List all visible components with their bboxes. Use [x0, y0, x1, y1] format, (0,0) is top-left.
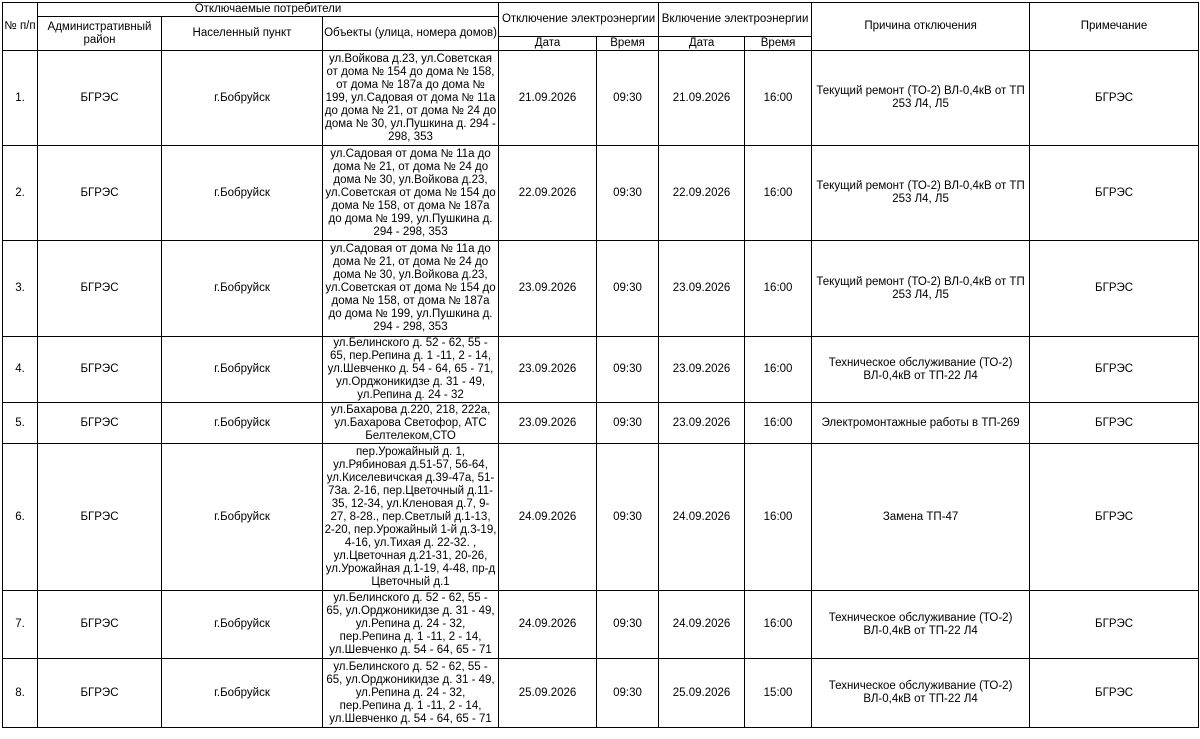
table-row — [3, 591, 1199, 659]
row-num: 7. — [3, 591, 38, 659]
row-reason: Текущий ремонт (ТО-2) ВЛ-0,4кВ от ТП 253 Л4, Л5 — [812, 241, 1030, 337]
row-off-date: 24.09.2026 — [499, 444, 597, 591]
row-num: 4. — [3, 337, 38, 403]
header-power-off: Отключение электроэнергии — [499, 3, 659, 37]
row-off-time: 09:30 — [597, 444, 659, 591]
table-row — [3, 659, 1199, 728]
header-on-time: Время — [745, 37, 812, 51]
row-on-date: 24.09.2026 — [659, 444, 745, 591]
row-objects: ул.Белинского д. 52 - 62, 55 - 65, ул.Орджоникидзе д. 31 - 49, ул.Репина д. 24 - 32, пер.Репина д. 1 -11, 2 - 14, ул.Шевченко д. 54 - 64, 65 - 71 — [323, 659, 499, 728]
row-off-time: 09:30 — [597, 403, 659, 444]
row-on-time: 16:00 — [745, 403, 812, 444]
header-off-date: Дата — [499, 37, 597, 51]
row-reason: Текущий ремонт (ТО-2) ВЛ-0,4кВ от ТП 253 Л4, Л5 — [812, 146, 1030, 241]
table-row — [3, 241, 1199, 337]
row-off-time: 09:30 — [597, 241, 659, 337]
row-off-date: 23.09.2026 — [499, 337, 597, 403]
row-reason: Техническое обслуживание (ТО-2) ВЛ-0,4кВ от ТП-22 Л4 — [812, 659, 1030, 728]
row-off-date: 22.09.2026 — [499, 146, 597, 241]
row-num: 2. — [3, 146, 38, 241]
row-settlement: г.Бобруйск — [162, 146, 323, 241]
row-settlement: г.Бобруйск — [162, 591, 323, 659]
row-off-time: 09:30 — [597, 659, 659, 728]
row-on-time: 16:00 — [745, 241, 812, 337]
row-on-date: 23.09.2026 — [659, 403, 745, 444]
row-note: БГРЭС — [1030, 337, 1199, 403]
row-objects: пер.Урожайный д. 1, ул.Рябиновая д.51-57, 56-64, ул.Киселевичская д.39-47а, 51-73а. 2-16, пер.Цветочный д.11-35, 12-34, ул.Кленовая д.7, 9-27, 8-28., пер.Светлый д.1-13, 2-20, пер.Урожайный 1-й д.3-19, 4-16, ул.Тихая д. 22-32. , ул.Цветочная д.21-31, 20-26, ул.Урожайная д.1-19, 4-48, пр-д Цветочный д.1 — [323, 444, 499, 591]
header-reason: Причина отключения — [812, 3, 1030, 51]
header-objects: Объекты (улица, номера домов) — [323, 17, 499, 51]
row-off-date: 25.09.2026 — [499, 659, 597, 728]
row-num: 8. — [3, 659, 38, 728]
row-settlement: г.Бобруйск — [162, 659, 323, 728]
row-on-date: 21.09.2026 — [659, 51, 745, 146]
row-num: 3. — [3, 241, 38, 337]
row-settlement: г.Бобруйск — [162, 337, 323, 403]
row-on-time: 16:00 — [745, 51, 812, 146]
row-on-time: 16:00 — [745, 444, 812, 591]
row-note: БГРЭС — [1030, 444, 1199, 591]
row-off-date: 21.09.2026 — [499, 51, 597, 146]
row-on-date: 23.09.2026 — [659, 241, 745, 337]
row-on-time: 15:00 — [745, 659, 812, 728]
row-num: 5. — [3, 403, 38, 444]
row-num: 1. — [3, 51, 38, 146]
row-objects: ул.Садовая от дома № 11а до дома № 21, от дома № 24 до дома № 30, ул.Войкова д.23, ул.Советская от дома № 154 до дома № 158, от дома № 187а до дома № 199, ул.Пушкина д. 294 - 298, 353 — [323, 146, 499, 241]
row-on-date: 22.09.2026 — [659, 146, 745, 241]
row-reason: Техническое обслуживание (ТО-2) ВЛ-0,4кВ от ТП-22 Л4 — [812, 591, 1030, 659]
table-row — [3, 337, 1199, 403]
row-settlement: г.Бобруйск — [162, 241, 323, 337]
row-off-time: 09:30 — [597, 591, 659, 659]
row-district: БГРЭС — [38, 659, 162, 728]
header-on-date: Дата — [659, 37, 745, 51]
header-off-time: Время — [597, 37, 659, 51]
header-note: Примечание — [1030, 3, 1199, 51]
table-row — [3, 146, 1199, 241]
row-off-date: 24.09.2026 — [499, 591, 597, 659]
row-objects: ул.Белинского д. 52 - 62, 55 - 65, ул.Орджоникидзе д. 31 - 49, ул.Репина д. 24 - 32, пер.Репина д. 1 -11, 2 - 14, ул.Шевченко д. 54 - 64, 65 - 71 — [323, 591, 499, 659]
row-district: БГРЭС — [38, 444, 162, 591]
row-off-time: 09:30 — [597, 337, 659, 403]
row-on-date: 25.09.2026 — [659, 659, 745, 728]
row-on-time: 16:00 — [745, 146, 812, 241]
header-settlement: Населенный пункт — [162, 17, 323, 51]
outage-schedule-table — [2, 2, 1199, 728]
row-note: БГРЭС — [1030, 591, 1199, 659]
row-objects: ул.Садовая от дома № 11а до дома № 21, от дома № 24 до дома № 30, ул.Войкова д.23, ул.Советская от дома № 154 до дома № 158, от дома № 187а до дома № 199, ул.Пушкина д. 294 - 298, 353 — [323, 241, 499, 337]
row-off-time: 09:30 — [597, 146, 659, 241]
row-district: БГРЭС — [38, 337, 162, 403]
row-district: БГРЭС — [38, 591, 162, 659]
row-note: БГРЭС — [1030, 659, 1199, 728]
row-note: БГРЭС — [1030, 241, 1199, 337]
header-power-on: Включение электроэнергии — [659, 3, 812, 37]
header-num: № п/п — [3, 3, 38, 51]
row-reason: Техническое обслуживание (ТО-2) ВЛ-0,4кВ от ТП-22 Л4 — [812, 337, 1030, 403]
row-on-date: 24.09.2026 — [659, 591, 745, 659]
row-reason: Текущий ремонт (ТО-2) ВЛ-0,4кВ от ТП 253 Л4, Л5 — [812, 51, 1030, 146]
row-on-date: 23.09.2026 — [659, 337, 745, 403]
row-district: БГРЭС — [38, 146, 162, 241]
header-consumers-group: Отключаемые потребители — [38, 3, 499, 17]
row-off-date: 23.09.2026 — [499, 241, 597, 337]
row-off-time: 09:30 — [597, 51, 659, 146]
row-objects: ул.Белинского д. 52 - 62, 55 - 65, пер.Репина д. 1 -11, 2 - 14, ул.Шевченко д. 54 - 64, 65 - 71, ул.Орджоникидзе д. 31 - 49, ул.Репина д. 24 - 32 — [323, 337, 499, 403]
header-admin-district: Административный район — [38, 17, 162, 51]
row-on-time: 16:00 — [745, 337, 812, 403]
row-reason: Электромонтажные работы в ТП-269 — [812, 403, 1030, 444]
row-settlement: г.Бобруйск — [162, 444, 323, 591]
row-settlement: г.Бобруйск — [162, 51, 323, 146]
row-off-date: 23.09.2026 — [499, 403, 597, 444]
row-note: БГРЭС — [1030, 146, 1199, 241]
row-note: БГРЭС — [1030, 403, 1199, 444]
row-settlement: г.Бобруйск — [162, 403, 323, 444]
row-objects: ул.Бахарова д.220, 218, 222а, ул.Бахарова Светофор, АТС Белтелеком,СТО — [323, 403, 499, 444]
row-num: 6. — [3, 444, 38, 591]
table-row — [3, 403, 1199, 444]
table-row — [3, 444, 1199, 591]
row-district: БГРЭС — [38, 51, 162, 146]
row-on-time: 16:00 — [745, 591, 812, 659]
row-objects: ул.Войкова д.23, ул.Советская от дома № 154 до дома № 158, от дома № 187а до дома № 199, ул.Садовая от дома № 11а до дома № 21, от дома № 24 до дома № 30, ул.Пушкина д. 294 - 298, 353 — [323, 51, 499, 146]
table-row — [3, 51, 1199, 146]
row-reason: Замена ТП-47 — [812, 444, 1030, 591]
row-district: БГРЭС — [38, 241, 162, 337]
row-note: БГРЭС — [1030, 51, 1199, 146]
row-district: БГРЭС — [38, 403, 162, 444]
